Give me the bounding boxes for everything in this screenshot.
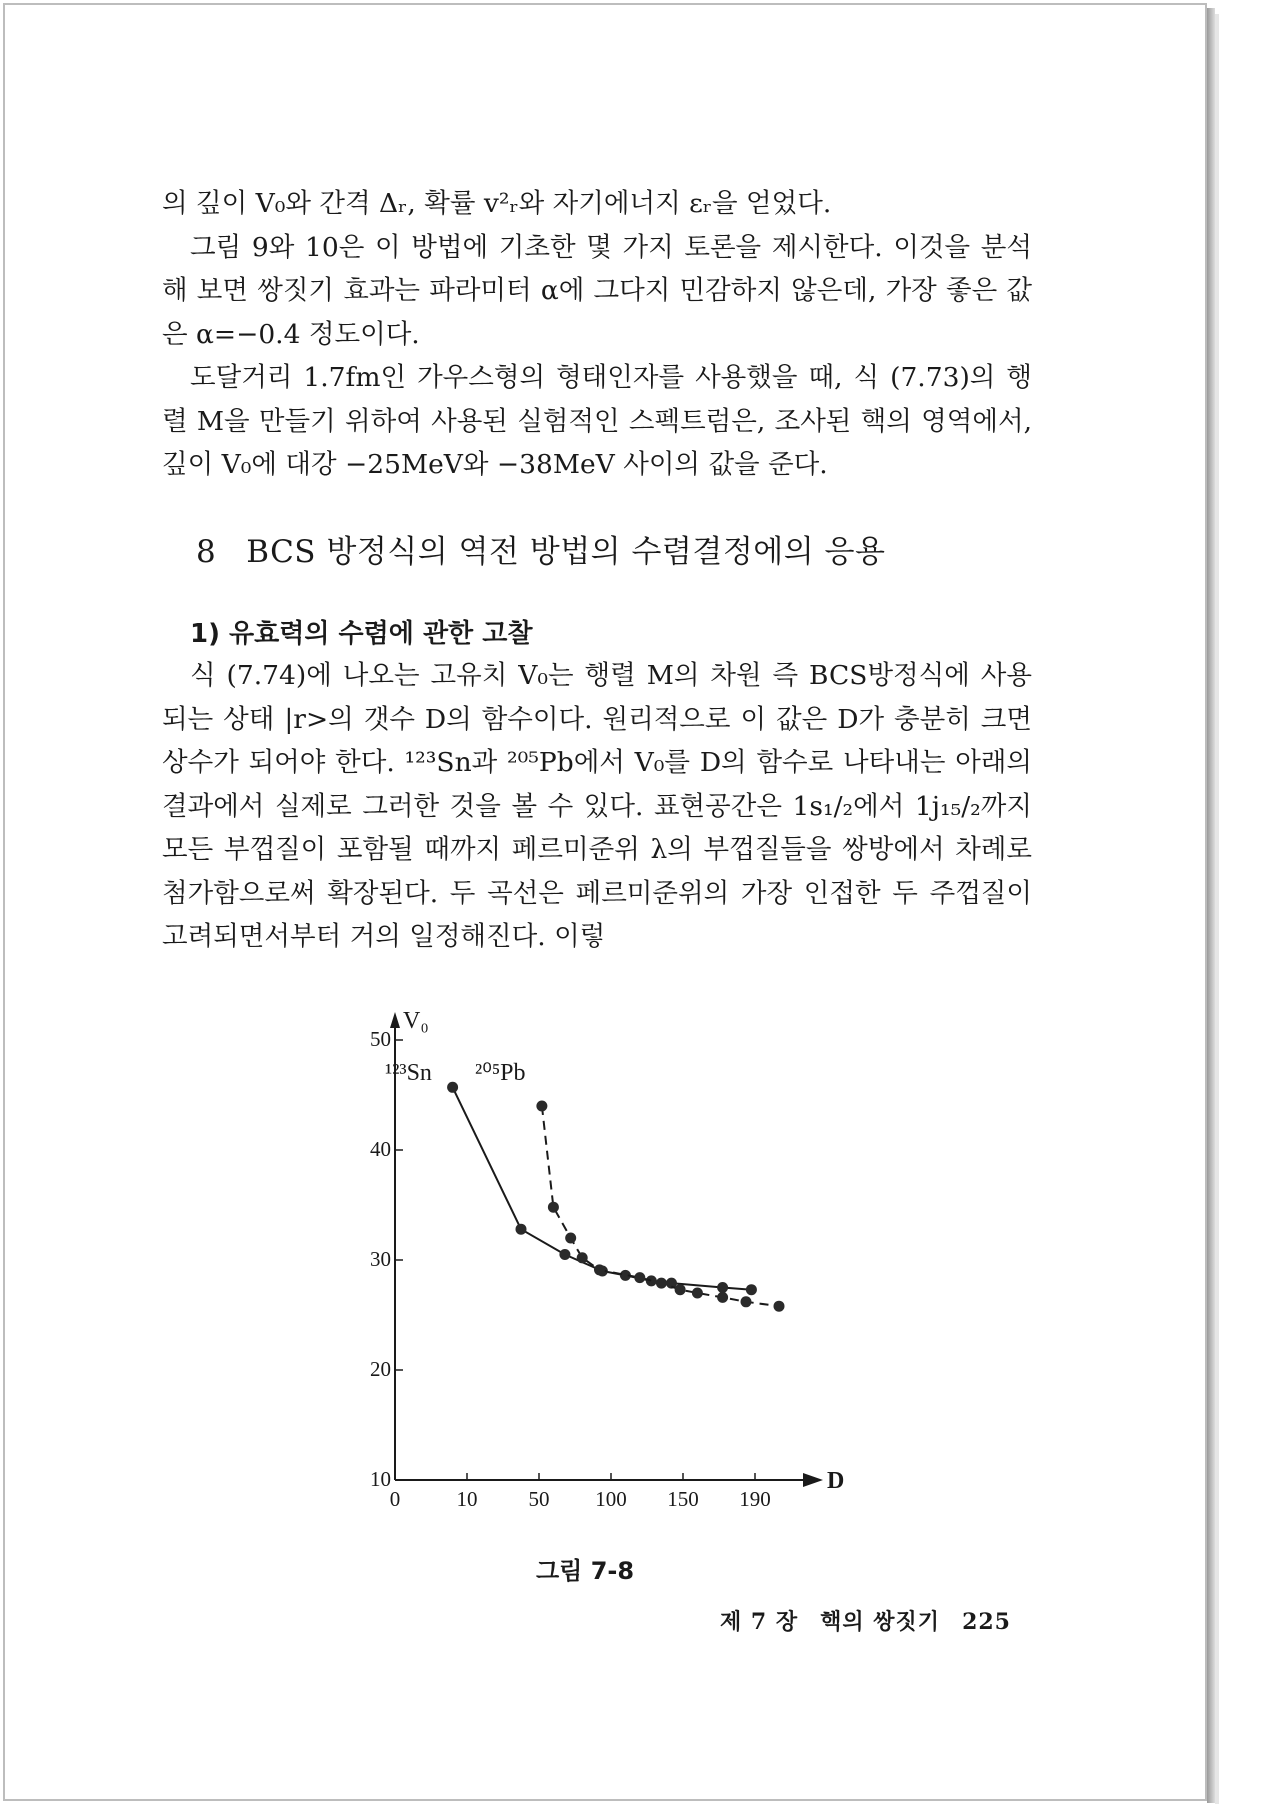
y-tick-label: 10 [370,1467,391,1491]
paragraph-3: 도달거리 1.7fm인 가우스형의 형태인자를 사용했을 때, 식 (7.73)의 행렬 M을 만들기 위하여 사용된 실험적인 스펙트럼은, 조사된 핵의 영역에서, 깊이 V₀에 대강 −25MeV와 −38MeV 사이의 값을 준다. [162,362,1032,480]
data-point-pb [692,1288,703,1299]
series-line-pb [542,1106,779,1306]
data-point-sn [646,1275,657,1286]
data-point-pb [594,1264,605,1275]
paragraph-1: 의 깊이 V₀와 간격 Δᵣ, 확률 v²ᵣ와 자기에너지 εᵣ을 얻었다. [162,188,832,219]
data-point-pb [536,1101,547,1112]
y-tick-label: 50 [370,1027,391,1051]
series-line-sn [453,1087,752,1289]
data-point-pb [565,1233,576,1244]
section-title: BCS 방정식의 역전 방법의 수렴결정에의 응용 [246,534,886,570]
x-tick-label: 0 [389,1487,401,1511]
figure-7-8 [355,1000,855,1520]
paragraph-2: 그림 9와 10은 이 방법에 기초한 몇 가지 토론을 제시한다. 이것을 분석해 보면 쌍짓기 효과는 파라미터 α에 그다지 민감하지 않은데, 가장 좋은 값은 α=−0.4 정도이다. [162,231,1032,350]
data-point-sn [516,1224,527,1235]
intro-text-block [162,182,1032,487]
footer-title: 핵의 쌍짓기 [820,1609,941,1635]
data-point-pb [656,1278,667,1289]
series-label-sn: ¹²³Sn [385,1060,432,1086]
data-point-pb [577,1252,588,1263]
data-point-pb [634,1272,645,1283]
data-point-pb [548,1202,559,1213]
data-point-pb [774,1301,785,1312]
page-spine-shadow [1207,8,1215,1803]
running-footer [720,1605,1011,1636]
series-label-pb: ²⁰⁵Pb [475,1060,526,1086]
paragraph-main: 식 (7.74)에 나오는 고유치 V₀는 행렬 M의 차원 즉 BCS방정식에 사용되는 상태 |r>의 갯수 D의 함수이다. 원리적으로 이 값은 D가 충분히 크면 상수가 되어야 한다. ¹²³Sn과 ²⁰⁵Pb에서 V₀를 D의 함수로 나타내는 아래의 결과에서 실제로 그러한 것을 볼 수 있다. 표현공간은 1s₁/₂에서 1j₁₅/₂까지 모든 부껍질이 포함될 때까지 페르미준위 λ의 부껍질들을 쌍방에서 차례로 첨가함으로써 확장된다. 두 곡선은 페르미준위의 가장 인접한 두 주껍질이 고려되면서부터 거의 일정해진다. 이렇 [162,660,1032,952]
section-heading [196,526,885,571]
x-tick-label: 100 [595,1487,627,1511]
data-point-pb [717,1292,728,1303]
footer-chapter: 제 7 장 [720,1609,799,1635]
x-tick-label: 150 [667,1487,699,1511]
data-point-sn [559,1249,570,1260]
data-point-pb [741,1296,752,1307]
v0-vs-d-chart [355,1000,855,1520]
data-point-sn [717,1282,728,1293]
subsection-heading: 1) 유효력의 수렴에 관한 고찰 [190,619,533,649]
section-number: 8 [196,534,217,570]
main-text-block [162,654,1032,959]
y-tick-label: 20 [370,1357,391,1381]
y-axis-arrow [390,1012,400,1028]
page-edge [1215,14,1219,1804]
figure-caption: 그림 7-8 [536,1557,635,1585]
y-tick-label: 30 [370,1247,391,1271]
x-axis-label: D [827,1468,845,1494]
x-axis-arrow [803,1473,823,1487]
page-number: 225 [962,1609,1011,1635]
data-point-pb [675,1284,686,1295]
x-tick-label: 190 [739,1487,771,1511]
data-point-sn [746,1284,757,1295]
x-tick-label: 50 [528,1487,550,1511]
y-axis-label: V₀ [403,1008,429,1034]
x-tick-label: 10 [456,1487,478,1511]
data-point-sn [447,1082,458,1093]
y-tick-label: 40 [370,1137,391,1161]
